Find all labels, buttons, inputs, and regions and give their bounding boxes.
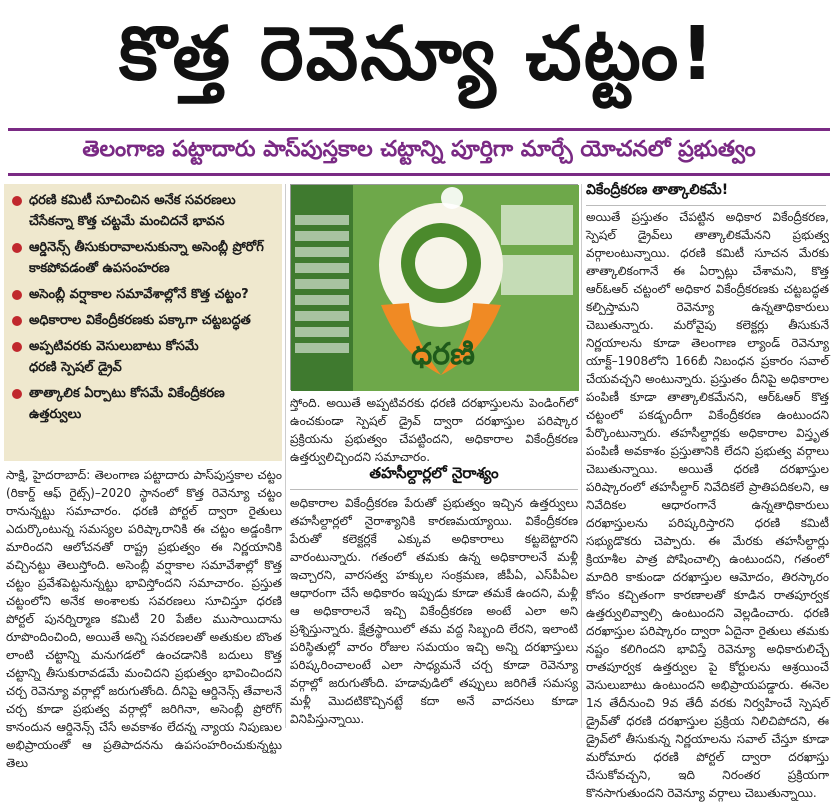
highlight-item: ధరణి కమిటీ సూచించిన అనేక సవరణలు చేసేకన్నా కొత్త చట్టమే మంచిదనే భావన bbox=[12, 190, 276, 232]
body-column-3: అయితే ప్రస్తుతం చేపట్టిన అధికార వికేంద్రీకరణ, స్పెషల్‌ డ్రైవ్‌లు తాత్కాలికమేనని ప్రభుత్వ వర్గాలంటున్నాయి. ధరణి కమిటీ సూచన మేరకు తాత్కాలికంగానే ఈ ఏర్పాట్లు చేశామని, కొత్త ఆర్‌ఓఆర్‌ చట్టంలో అధికార వికేంద్రీకరణకు చట్టబద్ధత కల్పిస్తామని రెవెన్యూ ఉన్నతాధికారులు చెబుతున్నారు. మరోవైపు కలెక్టర్లు తీసుకునే నిర్ణయాలను కూడా తెలంగాణ ల్యాండ్‌ రెవెన్యూ యాక్ట్‌–1908లోని 166బీ నిబంధన ప్రకారం సవాల్‌ చేయవచ్చని అంటున్నారు. ప్రస్తుతం దీనిపై అధికారాల పంపిణీ కూడా తాత్కాలికమేనని, ఆర్‌ఓఆర్‌ కొత్త చట్టంలో పకడ్బందీగా వికేంద్రీకరణ ఉంటుందని పేర్కొంటున్నారు. తహసీల్దార్లకు అధికారాల విస్తృత పంపిణీ అవకాశం ప్రస్తుతానికి లేదని ప్రభుత్వ వర్గాలు చెబుతున్నాయి. అయితే ధరణి దరఖాస్తుల పరిష్కారంలో తహసీల్దార్‌ నివేదికలే ప్రాతిపదికలని, ఆ నివేదికల ఆధారంగానే ఉన్నతాధికారులు దరఖాస్తులను పరిష్కరిస్తారని ధరణి కమిటీ సభ్యుడొకరు చెప్పారు. ఈ మేరకు తహసీల్దార్లు క్రియాశీల పాత్ర పోషించాల్సి ఉంటుందని, గతంలో మాదిరి కాకుండా దరఖాస్తుల ఆమోదం, తిరస్కారం కోసం కచ్చితంగా కారణాలతో కూడిన రాతపూర్వక ఉత్తర్వులివ్వాల్సి ఉంటుందని వెల్లడించారు. ధరణి దరఖాస్తుల పరిష్కారం ద్వారా ఏదైనా రైతులు తమకు నష్టం కలిగిందని భావిస్తే రెవెన్యూ అధికారులిచ్చే రాతపూర్వక ఉత్తర్వుల పై కోర్టులను ఆశ్రయించే వెసులుబాటు ఉంటుందని అభిప్రాయపడ్డారు. ఈనెల 1న తేదీనుంచి 9వ తేదీ వరకు నిర్వహించే స్పెషల్‌ డ్రైవ్‌తో ధరణి దరఖాస్తుల ప్రక్రియ నిలిచిపోదని, ఈ డ్రైవ్‌లో తీసుకున్న నిర్ణయాలను సవాల్‌ చేస్తూ కూడా మరోమారు ధరణి పోర్టల్‌ ద్వారా దరఖాస్తు చేసుకోవచ్చని, ఇది నిరంతర ప్రక్రియగా కొనసాగుతుందని రెవెన్యూ వర్గాలు చెబుతున్నాయి. bbox=[586, 210, 829, 800]
bullet-icon bbox=[12, 196, 22, 206]
highlight-item: అసెంబ్లీ వర్షాకాల సమావేశాల్లోనే కొత్త చట్టం? bbox=[12, 284, 276, 305]
sub-headline: తెలంగాణ పట్టాదారు పాస్‌పుస్తకాల చట్టాన్ని పూర్తిగా మార్చే యోచనలో ప్రభుత్వం bbox=[8, 128, 830, 176]
highlight-item: తాత్కాలిక ఏర్పాటు కోసమే వికేంద్రీకరణ ఉత్తర్వులు bbox=[12, 383, 276, 425]
headline: కొత్త రెవెన్యూ చట్టం! bbox=[119, 11, 716, 97]
bullet-icon bbox=[12, 389, 22, 399]
dharani-portal-photo bbox=[290, 184, 578, 390]
bullet-icon bbox=[12, 243, 22, 253]
highlight-item: ధరణి స్పెషల్‌ డ్రైవ్‌ bbox=[29, 360, 122, 375]
highlight-item: అధికారాల వికేంద్రీకరణకు పక్కాగా చట్టబద్ధత bbox=[12, 310, 276, 331]
subheading-tahsildars: తహసీల్దార్లలో నైరాశ్యం bbox=[290, 464, 578, 490]
subheading-decentralization: వికేంద్రీకరణ తాత్కాలికమే! bbox=[586, 182, 826, 206]
highlight-item: అప్పటివరకు వెసులుబాటు కోసమే bbox=[12, 336, 276, 357]
bullet-icon bbox=[12, 316, 22, 326]
body-column-2-bottom: అధికారాల వికేంద్రీకరణ పేరుతో ప్రభుత్వం ఇచ్చిన ఉత్తర్వులు తహసీల్దార్లలో నైరాశ్యానికి కారణమయ్యాయి. వికేంద్రీకరణ పేరుతో కలెక్టర్లకే ఎక్కువ అధికారాలు కట్టబెట్టారని వారంటున్నారు. గతంలో తమకు ఉన్న అధికారాలనే మళ్లీ ఇచ్చారని, వారసత్వ హక్కుల సంక్రమణ, జీపీఏ, ఎస్‌పీఏల ఆధారంగా చేసే అధికారం ఇప్పుడు కూడా తమకే ఉందని, మళ్లీ ఆ అధికారాలనే ఇచ్చి వికేంద్రీకరణ అంటే ఎలా అని ప్రశ్నిస్తున్నారు. క్షేత్రస్థాయిలో తమ వద్ద సిబ్బంది లేరని, ఇలాంటి పరిస్థితుల్లో వారం రోజుల సమయం ఇచ్చి అన్ని దరఖాస్తులు పరిష్కరించాలంటే ఎలా సాధ్యమనే చర్చ కూడా రెవెన్యూ వర్గాల్లో జరుగుతోంది. హడావుడిలో తప్పులు జరిగితే సమస్య మళ్లీ మొదటికొచ్చినట్టే కదా అనే వాదనలు కూడా వినిపిస్తున్నాయి. bbox=[290, 496, 578, 726]
body-column-2-top: స్తోంది. అయితే అప్పటివరకు ధరణి దరఖాస్తులను పెండింగ్‌లో ఉంచకుండా స్పెషల్‌ డ్రైవ్‌ ద్వారా దరఖాస్తుల పరిష్కార ప్రక్రియను ప్రభుత్వం చేపట్టిందని, అధికారాల వికేంద్రీకరణ ఉత్తర్వులిచ్చిందని సమాచారం. bbox=[290, 396, 578, 464]
bullet-icon bbox=[12, 342, 22, 352]
highlight-item: ఆర్డినెన్స్‌ తీసుకురావాలనుకున్నా అసెంబ్లీ ప్రోరోగ్‌ కాకపోవడంతో ఉపసంహరణ bbox=[12, 237, 276, 279]
bullet-icon bbox=[12, 290, 22, 300]
body-column-1: సాక్షి, హైదరాబాద్‌: తెలంగాణ పట్టాదారు పాస్‌పుస్తకాల చట్టం (రికార్డ్‌ ఆఫ్‌ రైట్స్‌)–2020 స్థానంలో కొత్త రెవెన్యూ చట్టం రానున్నట్టు సమాచారం. ధరణి పోర్టల్‌ ద్వారా రైతులు ఎదుర్కొంటున్న సమస్యల పరిష్కారానికి ఈ చట్టం అడ్డంకిగా మారిందని ఆలోచనతో రాష్ట్ర ప్రభుత్వం ఈ నిర్ణయానికి వచ్చినట్టు తెలుస్తోంది. అసెంబ్లీ వర్షాకాల సమావేశాల్లో కొత్త చట్టం ప్రవేశపెట్టనున్నట్టు భావిస్తోందని సమాచారం. ప్రస్తుత చట్టంలోని అనేక అంశాలకు సవరణలు సూచిస్తూ ధరణి పోర్టల్‌ పునర్నిర్మాణ కమిటీ 20 పేజీల ముసాయిదాను రూపొందించింది, అయితే అన్ని సవరణలతో అతుకుల బొంత లాంటి చట్టాన్ని మనుగడలో ఉంచడానికి బదులు కొత్త చట్టాన్ని తీసుకురావడమే మంచిదని ప్రభుత్వం భావించిందని చర్చ రెవెన్యూ వర్గాల్లో జరుగుతోంది. దీనిపై ఆర్డినెన్స్‌ తేవాలనే చర్చ కూడా ప్రభుత్వ వర్గాల్లో జరిగినా, అసెంబ్లీ ప్రోరోగ్‌ కానందున ఆర్డినెన్స్‌ చేసే అవకాశం లేదన్న న్యాయ నిపుణుల అభిప్రాయంతో ఆ ప్రతిపాదనను ఉపసంహరించుకున్నట్టు తెలు bbox=[6, 468, 282, 770]
column-rule bbox=[285, 184, 286, 728]
dharani-logo-text: ధరణి bbox=[411, 337, 475, 372]
highlights-box bbox=[4, 184, 282, 461]
column-rule bbox=[581, 184, 582, 728]
